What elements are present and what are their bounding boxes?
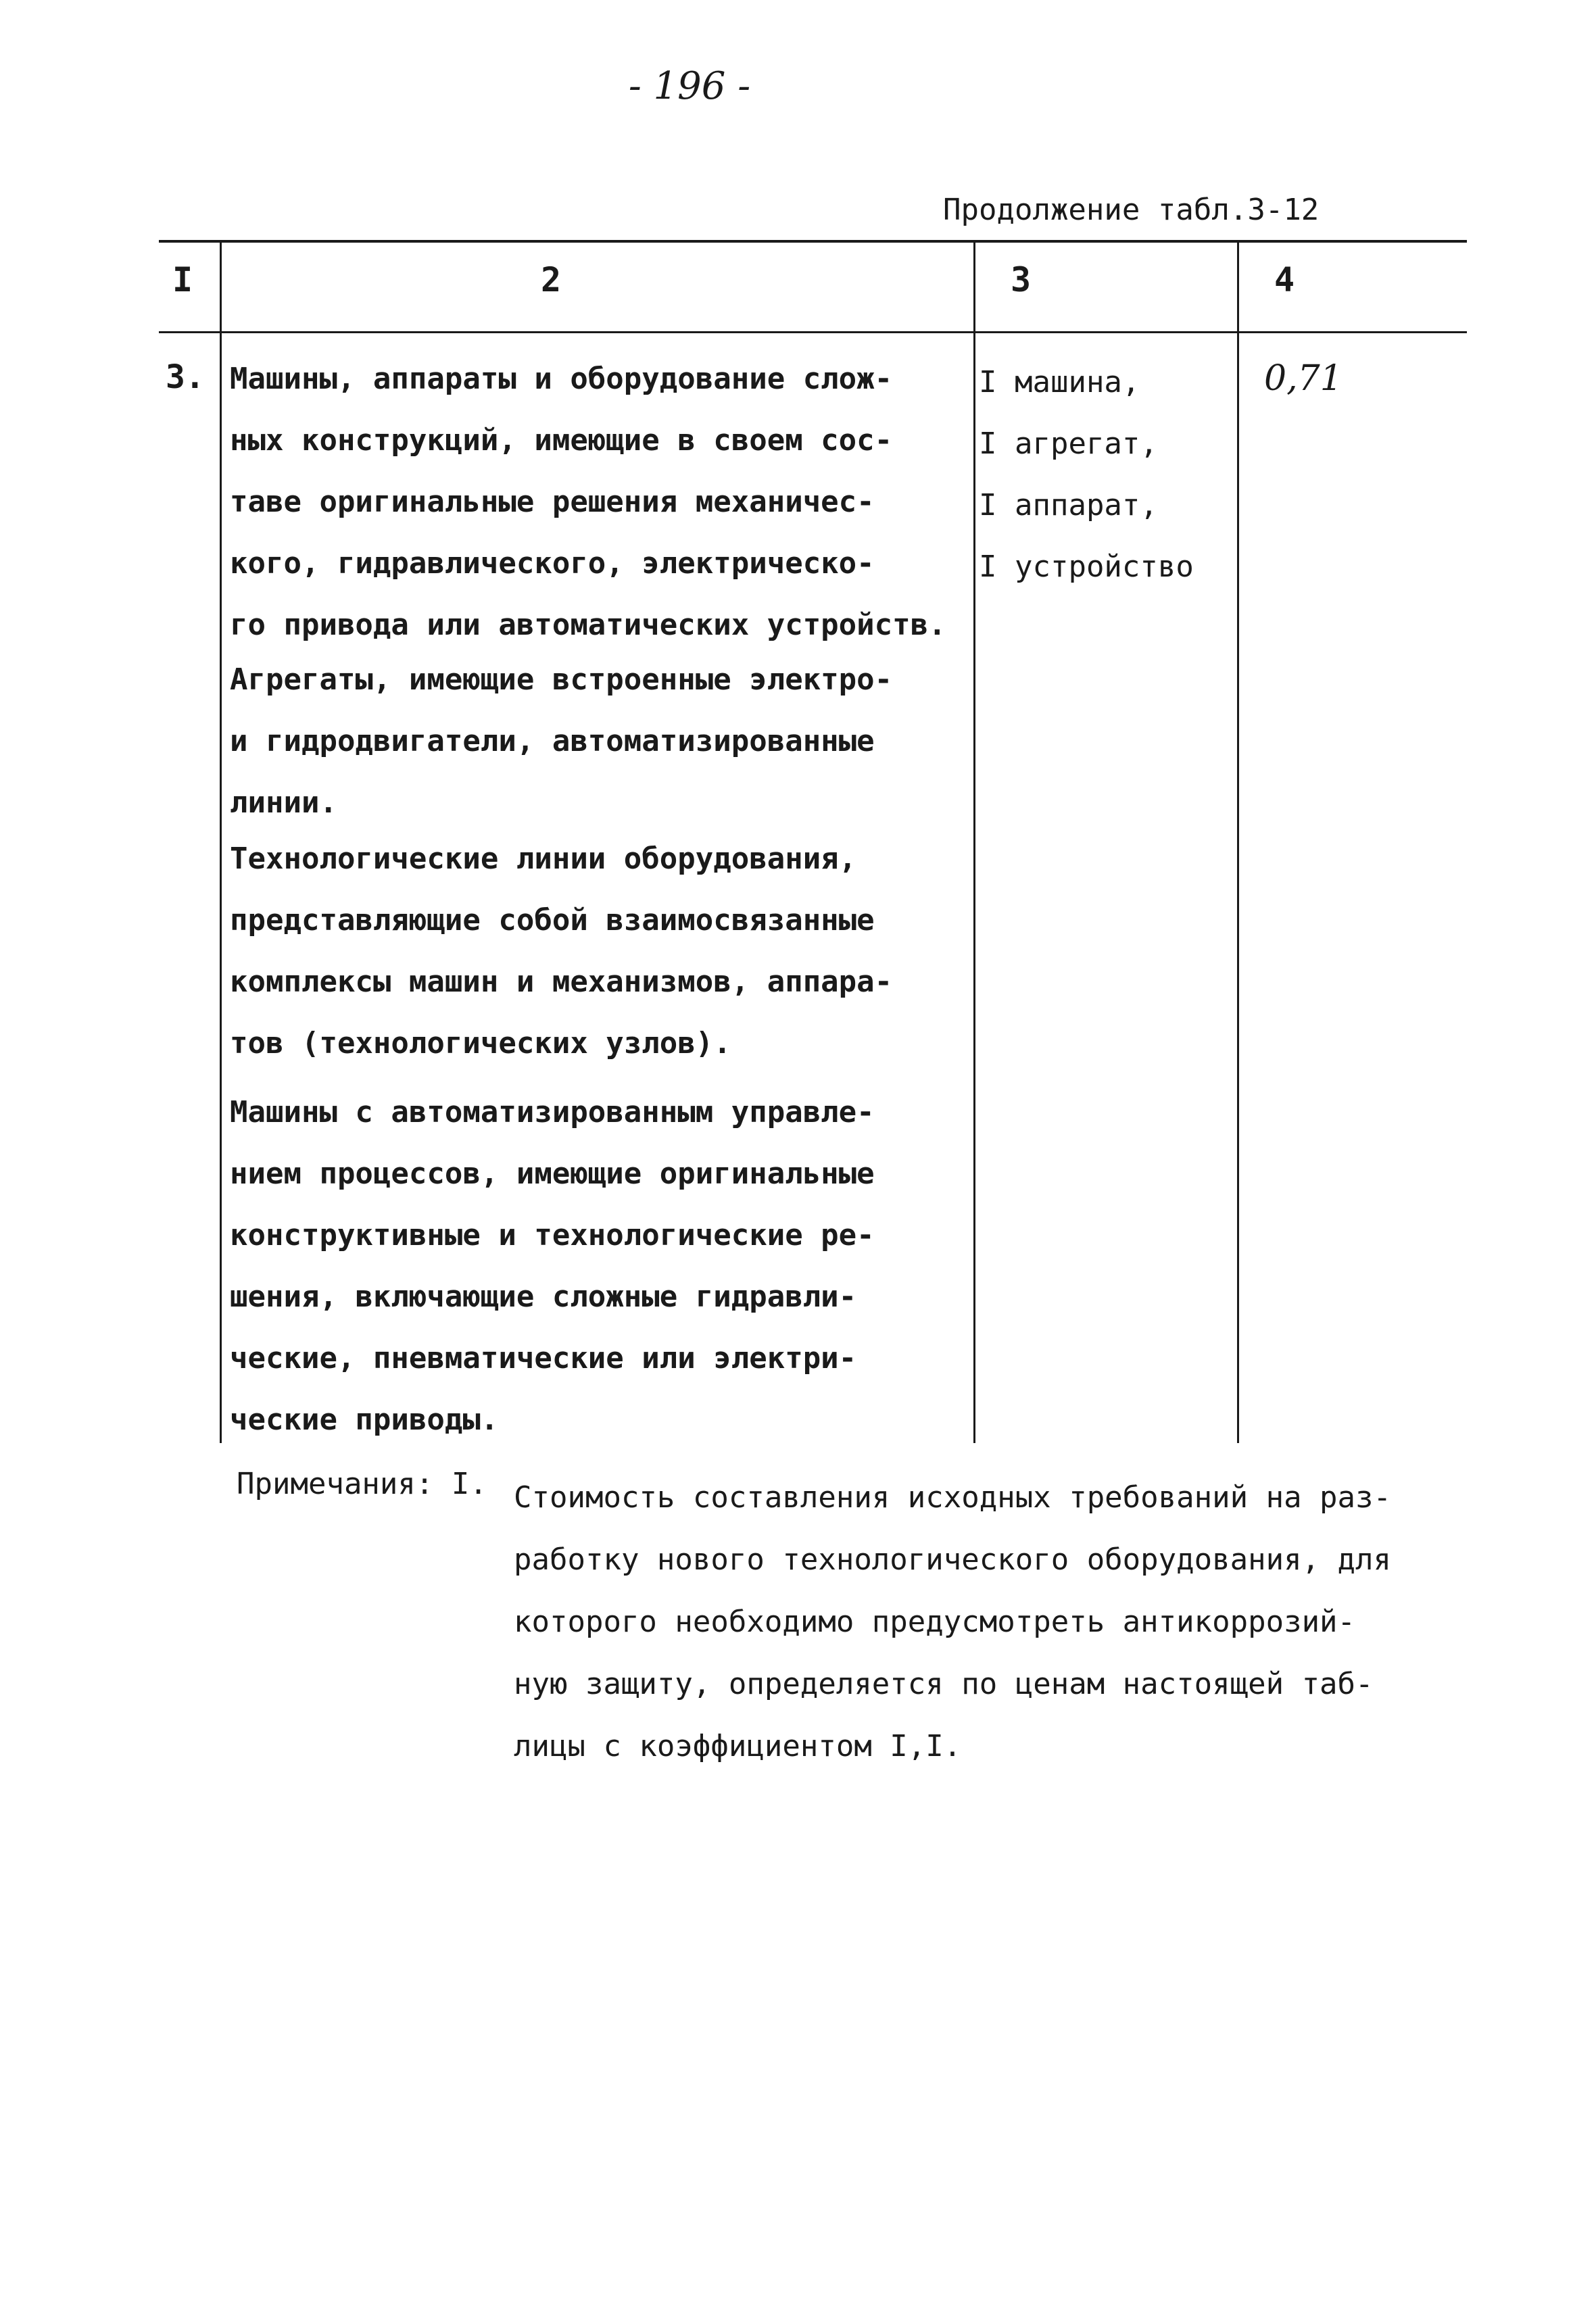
description-line: Агрегаты, имеющие встроенные электро- xyxy=(230,662,893,697)
table-top-rule xyxy=(159,240,1467,243)
table-header-rule xyxy=(159,331,1467,333)
description-line: тов (технологических узлов). xyxy=(230,1026,731,1061)
column-divider-1 xyxy=(220,240,222,1443)
description-line: ных конструкций, имеющие в своем сос- xyxy=(230,423,893,458)
description-line: го привода или автоматических устройств. xyxy=(230,608,946,642)
header-col-2: 2 xyxy=(541,260,562,299)
description-line: и гидродвигатели, автоматизированные xyxy=(230,724,875,758)
description-line: Машины с автоматизированным управле- xyxy=(230,1095,875,1129)
page-number: - 196 - xyxy=(628,64,751,108)
note-line: которого необходимо предусмотреть антикоррозий- xyxy=(514,1605,1356,1639)
unit-line: I машина, xyxy=(979,365,1140,399)
header-col-4: 4 xyxy=(1274,260,1295,299)
description-line: таве оригинальные решения механичес- xyxy=(230,485,875,519)
unit-line: I агрегат, xyxy=(979,427,1158,461)
note-line: лицы с коэффициентом I,I. xyxy=(514,1729,962,1763)
description-line: комплексы машин и механизмов, аппара- xyxy=(230,965,893,999)
description-line: нием процессов, имеющие оригинальные xyxy=(230,1156,875,1191)
description-line: ческие приводы. xyxy=(230,1403,499,1437)
note-body xyxy=(514,1467,1391,1778)
row-coefficient: 0,71 xyxy=(1264,358,1343,399)
description-line: ческие, пневматические или электри- xyxy=(230,1341,857,1375)
header-col-3: 3 xyxy=(1011,260,1032,299)
description-line: шения, включающие сложные гидравли- xyxy=(230,1280,857,1314)
unit-line: I аппарат, xyxy=(979,488,1158,522)
note-label: Примечания: I. xyxy=(237,1467,487,1501)
row-number: 3. xyxy=(166,358,205,396)
note-line: работку нового технологического оборудования, для xyxy=(514,1542,1392,1577)
description-line: конструктивные и технологические ре- xyxy=(230,1218,875,1252)
description-line: кого, гидравлического, электрическо- xyxy=(230,546,875,581)
note-line: ную защиту, определяется по ценам настоящей таб- xyxy=(514,1667,1374,1701)
row-description-block-3 xyxy=(230,828,973,1074)
column-divider-2 xyxy=(973,240,975,1443)
row-units xyxy=(979,351,1194,598)
row-description-block-2 xyxy=(230,649,973,833)
header-col-1: I xyxy=(172,260,193,299)
description-line: Технологические линии оборудования, xyxy=(230,842,857,876)
table-caption: Продолжение табл.3-12 xyxy=(943,193,1320,227)
note-line: Стоимость составления исходных требований на раз- xyxy=(514,1480,1392,1515)
row-description-block-1 xyxy=(230,348,973,656)
description-line: представляющие собой взаимосвязанные xyxy=(230,903,875,937)
description-line: линии. xyxy=(230,785,337,820)
description-line: Машины, аппараты и оборудование слож- xyxy=(230,362,893,396)
column-divider-3 xyxy=(1237,240,1239,1443)
row-description-block-4 xyxy=(230,1081,973,1451)
unit-line: I устройство xyxy=(979,550,1194,584)
